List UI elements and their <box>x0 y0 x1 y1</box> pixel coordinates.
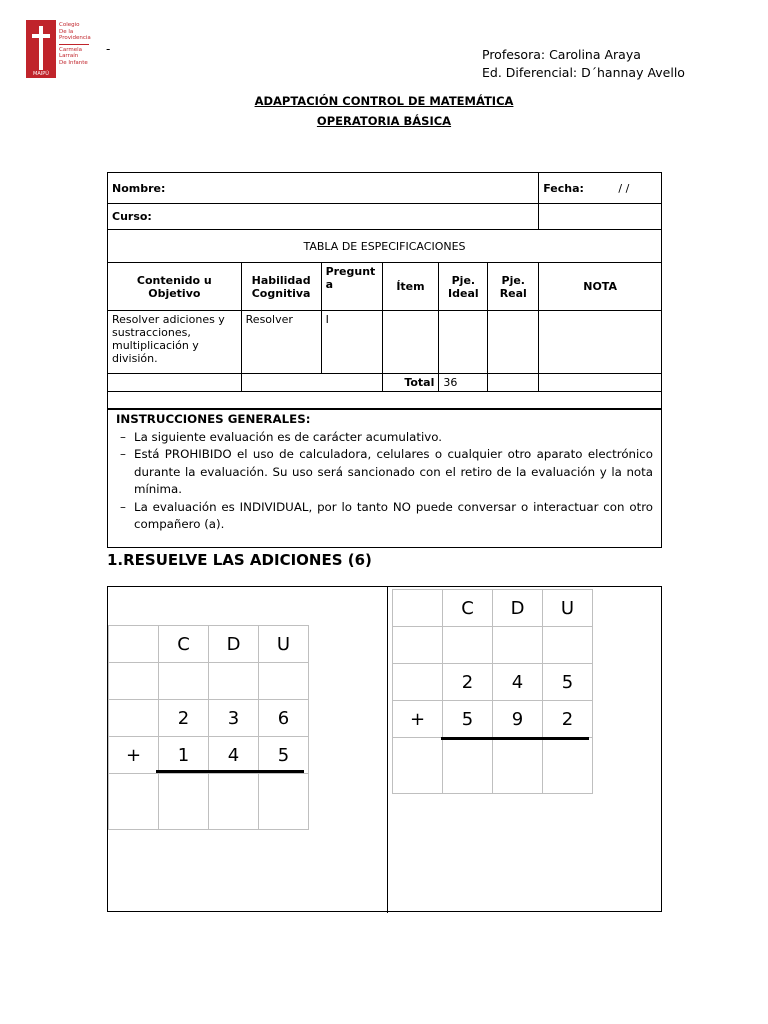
header-question: Pregunt a <box>321 263 382 311</box>
differential-teacher: Ed. Diferencial: D´hannay Avello <box>482 65 685 80</box>
section-title: 1.RESUELVE LAS ADICIONES (6) <box>107 551 372 569</box>
item-cell <box>382 311 439 374</box>
grid-cell <box>493 627 543 664</box>
plus-operator: + <box>393 701 443 738</box>
grid-cell <box>443 627 493 664</box>
units-header: U <box>259 626 309 663</box>
cross-icon-bar <box>32 34 50 38</box>
grid-cell <box>393 590 443 627</box>
header-grade: NOTA <box>539 263 662 311</box>
specification-table <box>107 172 662 410</box>
name-field[interactable] <box>108 173 539 204</box>
logo-line: Carmela <box>59 46 83 53</box>
total-row-empty <box>108 374 242 392</box>
course-field[interactable] <box>108 204 539 230</box>
grid-cell <box>159 663 209 700</box>
spacer-row <box>108 392 662 410</box>
answer-cell[interactable] <box>543 738 593 794</box>
logo-line: De la <box>59 28 74 35</box>
logo-bottom-text: MAIPÚ <box>26 70 56 78</box>
logo-line: Larraín <box>59 53 79 59</box>
logo-text <box>59 22 99 66</box>
sum-line <box>156 770 304 773</box>
bottom-digit: 2 <box>543 701 593 738</box>
logo-divider <box>59 44 89 45</box>
document-title: ADAPTACIÓN CONTROL DE MATEMÁTICA <box>254 94 514 108</box>
logo-line: Colegio <box>59 22 80 28</box>
logo-line: De Infante <box>59 59 88 66</box>
top-digit: 2 <box>443 664 493 701</box>
top-digit: 6 <box>259 700 309 737</box>
tens-header: D <box>493 590 543 627</box>
header-item: Ítem <box>382 263 439 311</box>
skill-cell: Resolver <box>241 311 321 374</box>
grid-cell <box>109 700 159 737</box>
header-ideal-score: Pje. Ideal <box>439 263 488 311</box>
bottom-digit: 4 <box>209 737 259 774</box>
course-extra-cell <box>539 204 662 230</box>
content-cell: Resolver adiciones y sustracciones, multiplicación y división. <box>108 311 242 374</box>
units-header: U <box>543 590 593 627</box>
sum-line <box>441 737 589 740</box>
answer-cell[interactable] <box>259 774 309 830</box>
column-divider <box>387 587 388 913</box>
top-digit: 5 <box>543 664 593 701</box>
addition-grid-2 <box>392 589 593 794</box>
answer-cell[interactable] <box>159 774 209 830</box>
top-digit: 4 <box>493 664 543 701</box>
teacher-info <box>482 46 685 82</box>
ideal-score-cell <box>439 311 488 374</box>
grid-cell <box>109 774 159 830</box>
cross-icon <box>39 26 43 70</box>
grid-cell <box>393 627 443 664</box>
grid-cell <box>209 663 259 700</box>
course-label: Curso: <box>112 210 152 223</box>
grid-cell <box>393 664 443 701</box>
answer-cell[interactable] <box>209 774 259 830</box>
logo-line: Providencia <box>59 35 91 41</box>
answer-cell[interactable] <box>493 738 543 794</box>
general-instructions <box>107 408 662 548</box>
addition-grid-1 <box>108 625 309 830</box>
instructions-heading: INSTRUCCIONES GENERALES: <box>116 412 311 426</box>
instruction-item: – Está PROHIBIDO el uso de calculadora, celulares o cualquier otro aparato electrónico durante la evaluación. Su uso será sancionado con el retiro de la evaluación y la nota mínima. <box>116 446 653 499</box>
total-value: 36 <box>439 374 488 392</box>
hundreds-header: C <box>159 626 209 663</box>
document-subtitle: OPERATORIA BÁSICA <box>316 114 452 128</box>
date-slashes: / / <box>618 181 630 195</box>
instructions-list <box>116 429 653 534</box>
plus-operator: + <box>109 737 159 774</box>
bottom-digit: 1 <box>159 737 209 774</box>
date-field[interactable] <box>539 173 662 204</box>
answer-cell[interactable] <box>443 738 493 794</box>
school-logo <box>26 20 92 78</box>
header-content: Contenido u Objetivo <box>108 263 242 311</box>
top-digit: 2 <box>159 700 209 737</box>
header-dash: - <box>106 42 111 56</box>
top-digit: 3 <box>209 700 259 737</box>
question-cell: I <box>321 311 382 374</box>
name-label: Nombre: <box>112 181 166 195</box>
header-real-score: Pje. Real <box>488 263 539 311</box>
grid-cell <box>259 663 309 700</box>
grid-cell <box>109 663 159 700</box>
bottom-digit: 5 <box>443 701 493 738</box>
spec-table-title: TABLA DE ESPECIFICACIONES <box>108 230 662 263</box>
instruction-item: – La siguiente evaluación es de carácter acumulativo. <box>116 429 653 447</box>
grade-cell[interactable] <box>539 311 662 374</box>
total-grade <box>539 374 662 392</box>
real-score-cell <box>488 311 539 374</box>
instruction-item: – La evaluación es INDIVIDUAL, por lo tanto NO puede conversar o interactuar con otro compañero (a). <box>116 499 653 534</box>
total-row-empty <box>241 374 382 392</box>
additions-area <box>107 586 662 912</box>
grid-cell <box>393 738 443 794</box>
header-skill: Habilidad Cognitiva <box>241 263 321 311</box>
bottom-digit: 9 <box>493 701 543 738</box>
hundreds-header: C <box>443 590 493 627</box>
total-real-score[interactable] <box>488 374 539 392</box>
date-label: Fecha: <box>543 181 584 195</box>
tens-header: D <box>209 626 259 663</box>
bottom-digit: 5 <box>259 737 309 774</box>
total-label: Total <box>382 374 439 392</box>
grid-cell <box>109 626 159 663</box>
teacher-name: Profesora: Carolina Araya <box>482 47 641 62</box>
grid-cell <box>543 627 593 664</box>
